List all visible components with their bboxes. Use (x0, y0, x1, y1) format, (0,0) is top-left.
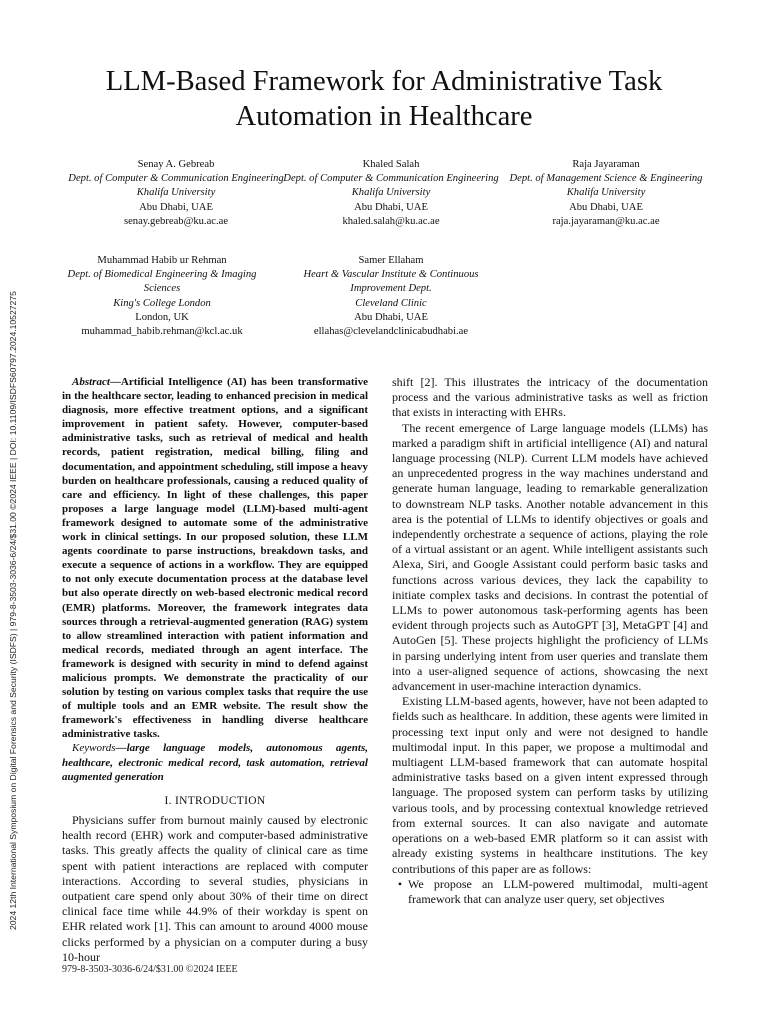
keywords-text: —large language models, autonomous agents, healthcare, electronic medical record, task automation, retrieval augmented generation (62, 742, 368, 783)
author-email: senay.gebreab@ku.ac.ae (123, 215, 229, 227)
title-line-2: Automation in Healthcare (235, 101, 533, 132)
author-name: Senay A. Gebreab (137, 159, 215, 170)
author-3 (496, 158, 716, 229)
author-dept: Dept. of Biomedical Engineering & Imaging Sciences (67, 269, 257, 295)
title-line-1: LLM-Based Framework for Administrative Task (105, 66, 663, 97)
author-dept: Dept. of Management Science & Engineering (509, 173, 703, 185)
author-name: Muhammad Habib ur Rehman (97, 255, 227, 266)
author-1 (66, 158, 286, 229)
author-5 (276, 254, 506, 339)
author-org: Khalifa University (351, 187, 431, 199)
author-location: London, UK (135, 311, 189, 323)
bullet-text: We propose an LLM-powered multimodal, multi-agent framework that can analyze user query, set objectives (408, 876, 708, 906)
author-2 (281, 158, 501, 229)
keywords (62, 741, 368, 783)
side-doi-strip: 2024 12th International Symposium on Digital Forensics and Security (ISDFS) | 979-8-3503-3036-6/24/$31.00 ©2024 IEEE | DOI: 10.1109/ISDFS60797.2024.10527275 (8, 291, 18, 930)
right-paragraph-2: The recent emergence of Large language models (LLMs) has marked a paradigm shift in artificial intelligence (AI) and natural language processing (NLP). Current LLM models have achieved an unprecedented progress in the way machines understand and generate human language, leading to remarkable generalization to downstream NLP tasks. Another notable advancement in this area is the potential of LLMs to identify objectives or goals and independently orchestrate a sequence of actions, playing the role of a virtual assistant or an agent. While intelligent assistants such Alexa, Siri, and Google Assistant could perform basic tasks and functions across various devices, they lack the capability to initiate complex tasks and decisions. In contrast the potential of LLMs to power autonomous task-performing agents has been evident through projects such as AutoGPT [3], MetaGPT [4] and AutoGen [5]. These projects highlight the proficiency of LLMs in parsing underlying intent from user queries and translate them into a user-aligned sequence of actions, showcasing the next advancement in user-machine interaction dynamics. (392, 420, 708, 694)
left-column (62, 375, 368, 965)
abstract-text: —Artificial Intelligence (AI) has been transformative in the healthcare sector, leading to enhanced precision in medical diagnosis, more effective treatment options, and a significant improvement in patient safety. However, computer-based administrative tasks, such as retrieval of medical and health records, patient registration, medical billing, filing and documentation, and appointment scheduling, still impose a heavy burden on healthcare professionals, causing a reduced quality of care and efficiency. In light of these challenges, this paper proposes a large language model (LLM)-based multi-agent framework designed to automate some of the administrative work in clinical settings. In our proposed solution, these LLM agents coordinate to parse instructions, breakdown tasks, and execute a sequence of actions in a workflow. They are equipped to not only execute documentation process at the database level but also operate directly on web-based electronic medical record (EMR) platforms. Moreover, the framework integrates data sources through a retrieval-augmented generation (RAG) system to allow streamlined interaction with patient information and medical records, mediated through an agent interface. The framework is designed with security in mind to defend against malicious prompts. We demonstrate the practicality of our solution by testing on various complex tasks that require the use of multiple tools and an EMR website. The result show the framework's effectiveness in handling diverse healthcare administrative tasks. (62, 376, 368, 741)
author-email: ellahas@clevelandclinicabudhabi.ae (313, 326, 469, 338)
author-org: Cleveland Clinic (355, 297, 427, 309)
author-location: Abu Dhabi, UAE (139, 201, 213, 213)
author-org: Khalifa University (566, 187, 646, 199)
intro-paragraph-1: Physicians suffer from burnout mainly caused by electronic health record (EHR) work and computer-based administrative tasks. This greatly affects the quality of clinical care as time spent with patient interactions are replaced with computer interactions. According to several studies, physicians in outpatient care spend only about 30% of their time on direct clinical face time while 44.9% of their workday is spent on EHR related work [1]. This can amount to around 4000 mouse clicks performed by a physician on a computer during a busy 10-hour (62, 812, 368, 964)
author-org: King's College London (113, 297, 211, 309)
right-paragraph-1: shift [2]. This illustrates the intricacy of the documentation process and the various administrative tasks as well as friction that exists in interacting with EHRs. (392, 375, 708, 420)
author-location: Abu Dhabi, UAE (569, 201, 643, 213)
author-location: Abu Dhabi, UAE (354, 311, 428, 323)
author-dept: Heart & Vascular Institute & Continuous Improvement Dept. (303, 269, 479, 295)
author-dept: Dept. of Computer & Communication Engineering (68, 173, 284, 185)
author-4 (52, 254, 272, 339)
abstract-label: Abstract (72, 376, 110, 388)
keywords-label: Keywords (72, 742, 116, 755)
bullet-dot-icon: • (397, 876, 403, 891)
author-location: Abu Dhabi, UAE (354, 201, 428, 213)
author-email: khaled.salah@ku.ac.ae (342, 215, 440, 227)
author-name: Raja Jayaraman (572, 159, 640, 170)
author-dept: Dept. of Computer & Communication Engineering (283, 173, 499, 185)
author-org: Khalifa University (136, 187, 216, 199)
copyright-footer: 979-8-3503-3036-6/24/$31.00 ©2024 IEEE (62, 964, 238, 975)
author-name: Samer Ellaham (358, 255, 424, 266)
right-paragraph-3: Existing LLM-based agents, however, have not been adapted to fields such as healthcare. In addition, these agents were limited in processing text input only and were not designed to handle multimodal input. In this paper, we propose a multimodal and multiagent LLM-based framework that can automate hospital administrative tasks based on a given intent expressed through language. The proposed system can perform tasks by utilizing various tools, and by processing contextual knowledge retrieved from external sources. It can also navigate and automate operations on a web-based EMR platform so it can assist with already existing systems in healthcare institutions. The key contributions of this paper are as follows: (392, 694, 708, 876)
abstract (62, 375, 368, 741)
section-heading-introduction: I. INTRODUCTION (164, 794, 266, 807)
contribution-bullet-1 (392, 877, 708, 907)
author-email: muhammad_habib.rehman@kcl.ac.uk (81, 326, 243, 338)
paper-title (40, 64, 728, 134)
author-name: Khaled Salah (362, 159, 420, 170)
author-email: raja.jayaraman@ku.ac.ae (552, 215, 660, 227)
right-column (392, 375, 708, 907)
